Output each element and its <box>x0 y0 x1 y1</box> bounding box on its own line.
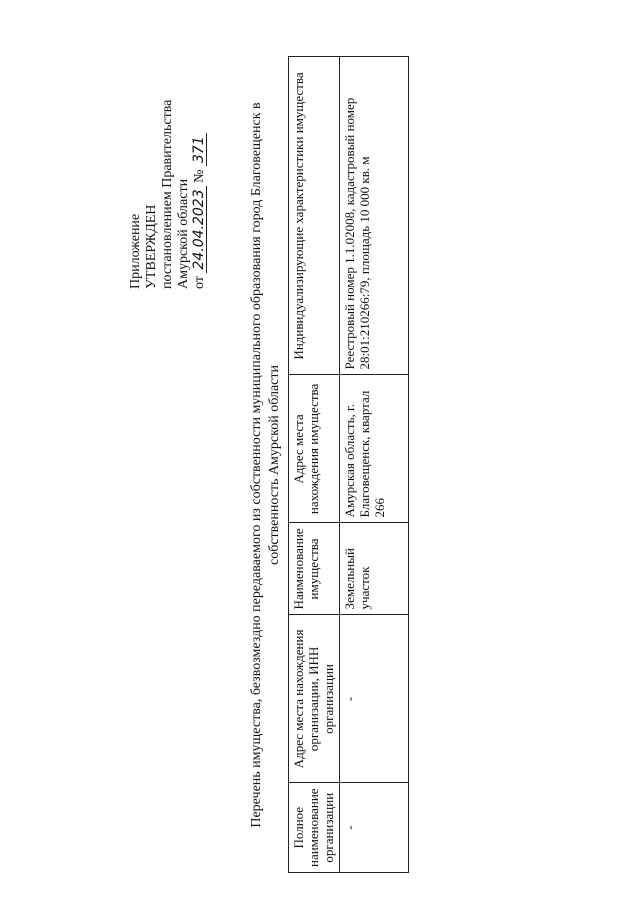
cell-property-name: Земельный участок <box>340 523 409 615</box>
approval-appendix: Приложение <box>128 213 143 289</box>
cell-org-name: - <box>340 783 409 873</box>
approval-number: 371 <box>193 133 207 166</box>
document-title-line1: Перечень имущества, безвозмездно передаваемого из собственности муниципального образования город Благовещенск в <box>249 102 264 828</box>
approval-number-label: № <box>192 169 207 183</box>
header-property-name: Наименование имущества <box>289 523 340 615</box>
approval-region: Амурской области <box>176 178 191 289</box>
cell-org-address: - <box>340 615 409 783</box>
property-table <box>288 56 409 873</box>
rotated-page <box>20 20 620 880</box>
approval-approved: УТВЕРЖДЕН <box>144 204 159 289</box>
header-property-address: Адрес места нахождения имущества <box>289 375 340 523</box>
approval-date: 24.04.2023 <box>193 186 207 272</box>
cell-property-address: Амурская область, г. Благовещенск, квартал 266 <box>340 375 409 523</box>
cell-property-characteristics: Реестровый номер 1.1.02008, кадастровый номер 28:01:210266:79, площадь 10 000 кв. м <box>340 57 409 375</box>
header-org-name: Полное наименование организации <box>289 783 340 873</box>
table-row <box>340 57 409 873</box>
document-title <box>248 70 284 860</box>
header-org-address: Адрес места нахождения организации, ИНН организации <box>289 615 340 783</box>
document-title-line2: собственность Амурской области <box>267 364 282 566</box>
approval-decree: постановлением Правительства <box>160 99 175 289</box>
table-header-row <box>289 57 340 873</box>
approval-from-label: от <box>192 276 207 289</box>
approval-date-line <box>192 100 208 289</box>
header-property-characteristics: Индивидуализирующие характеристики имущества <box>289 57 340 375</box>
approval-block <box>128 100 208 289</box>
